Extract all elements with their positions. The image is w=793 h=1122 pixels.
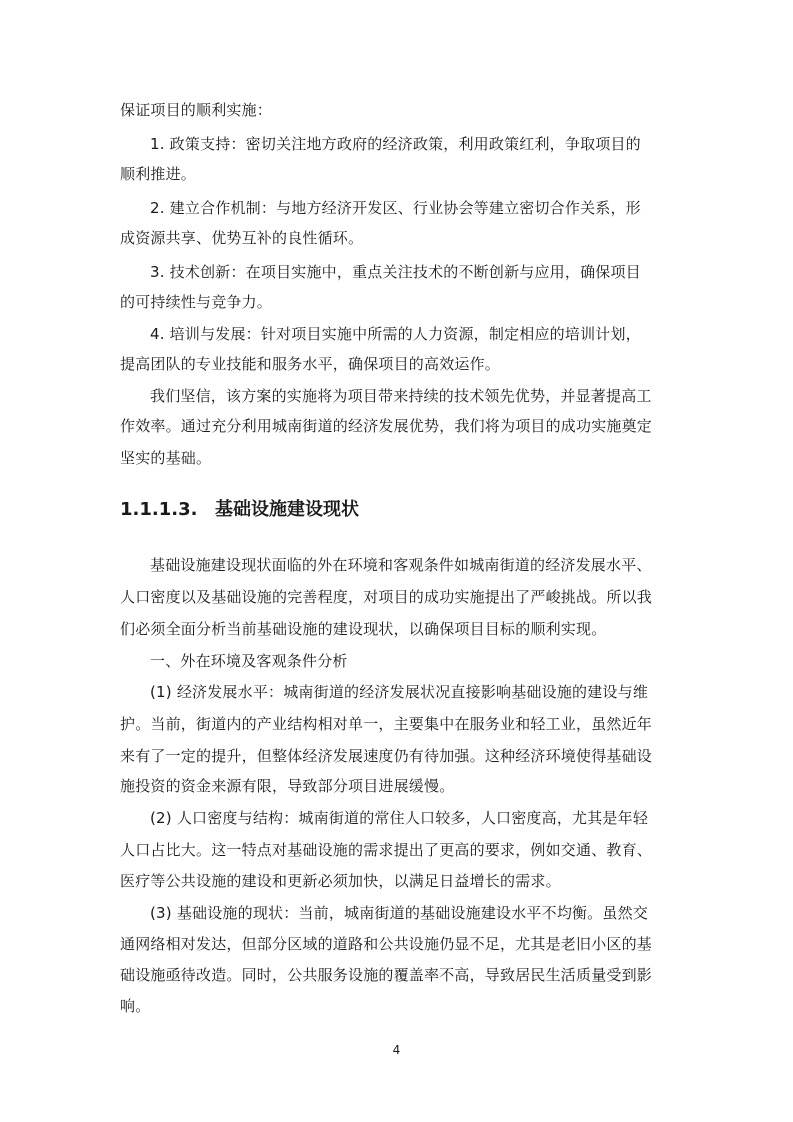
section-intro-line-1: 基础设施建设现状面临的外在环境和客观条件如城南街道的经济发展水平、	[150, 556, 652, 574]
conclusion-line-3: 坚实的基础。	[120, 449, 212, 467]
item-3-line-2: 通网络相对发达，但部分区域的道路和公共设施仍显不足，尤其是老旧小区的基	[120, 935, 653, 953]
item-1-line-1: (1) 经济发展水平：城南街道的经济发展状况直接影响基础设施的建设与维	[150, 683, 649, 701]
item-3-line-3: 础设施亟待改造。同时，公共服务设施的覆盖率不高，导致居民生活质量受到影	[120, 966, 653, 984]
section-heading	[120, 498, 359, 522]
section-title: 基础设施建设现状	[215, 499, 359, 520]
page-number: 4	[392, 1043, 401, 1057]
item-3-line-1: (3) 基础设施的现状：当前，城南街道的基础设施建设水平不均衡。虽然交	[150, 904, 649, 922]
list-item-4-line-2: 提高团队的专业技能和服务水平，确保项目的高效运作。	[120, 355, 501, 373]
item-1-line-2: 护。当前，街道内的产业结构相对单一，主要集中在服务业和轻工业，虽然近年	[120, 715, 653, 733]
item-2-line-3: 医疗等公共设施的建设和更新必须加快，以满足日益增长的需求。	[120, 872, 561, 890]
item-2-line-1: (2) 人口密度与结构：城南街道的常住人口较多，人口密度高，尤其是年轻	[150, 809, 649, 827]
list-item-3-line-1: 3. 技术创新：在项目实施中，重点关注技术的不断创新与应用，确保项目	[150, 263, 641, 281]
intro-line: 保证项目的顺利实施：	[120, 101, 273, 119]
conclusion-line-2: 作效率。通过充分利用城南街道的经济发展优势，我们将为项目的成功实施奠定	[120, 417, 653, 435]
section-intro-line-3: 们必须全面分析当前基础设施的建设现状，以确保项目目标的顺利实现。	[120, 620, 607, 638]
list-item-2-line-1: 2. 建立合作机制：与地方经济开发区、行业协会等建立密切合作关系，形	[150, 199, 641, 217]
item-3-line-4: 响。	[120, 997, 151, 1015]
list-item-2-line-2: 成资源共享、优势互补的良性循环。	[120, 229, 364, 247]
item-1-line-4: 施投资的资金来源有限，导致部分项目进展缓慢。	[120, 777, 455, 795]
list-item-1-line-1: 1. 政策支持：密切关注地方政府的经济政策，利用政策红利，争取项目的	[150, 135, 641, 153]
list-item-3-line-2: 的可持续性与竞争力。	[120, 293, 273, 311]
section-intro-line-2: 人口密度以及基础设施的完善程度，对项目的成功实施提出了严峻挑战。所以我	[120, 588, 653, 606]
list-item-1-line-2: 顺利推进。	[120, 165, 197, 183]
conclusion-line-1: 我们坚信，该方案的实施将为项目带来持续的技术领先优势，并显著提高工	[150, 387, 652, 405]
subheading: 一、外在环境及客观条件分析	[150, 652, 348, 670]
item-2-line-2: 人口占比大。这一特点对基础设施的需求提出了更高的要求，例如交通、教育、	[120, 841, 653, 859]
section-number: 1.1.1.3.	[120, 499, 198, 520]
list-item-4-line-1: 4. 培训与发展：针对项目实施中所需的人力资源，制定相应的培训计划，	[150, 325, 641, 343]
item-1-line-3: 来有了一定的提升，但整体经济发展速度仍有待加强。这种经济环境使得基础设	[120, 747, 653, 765]
